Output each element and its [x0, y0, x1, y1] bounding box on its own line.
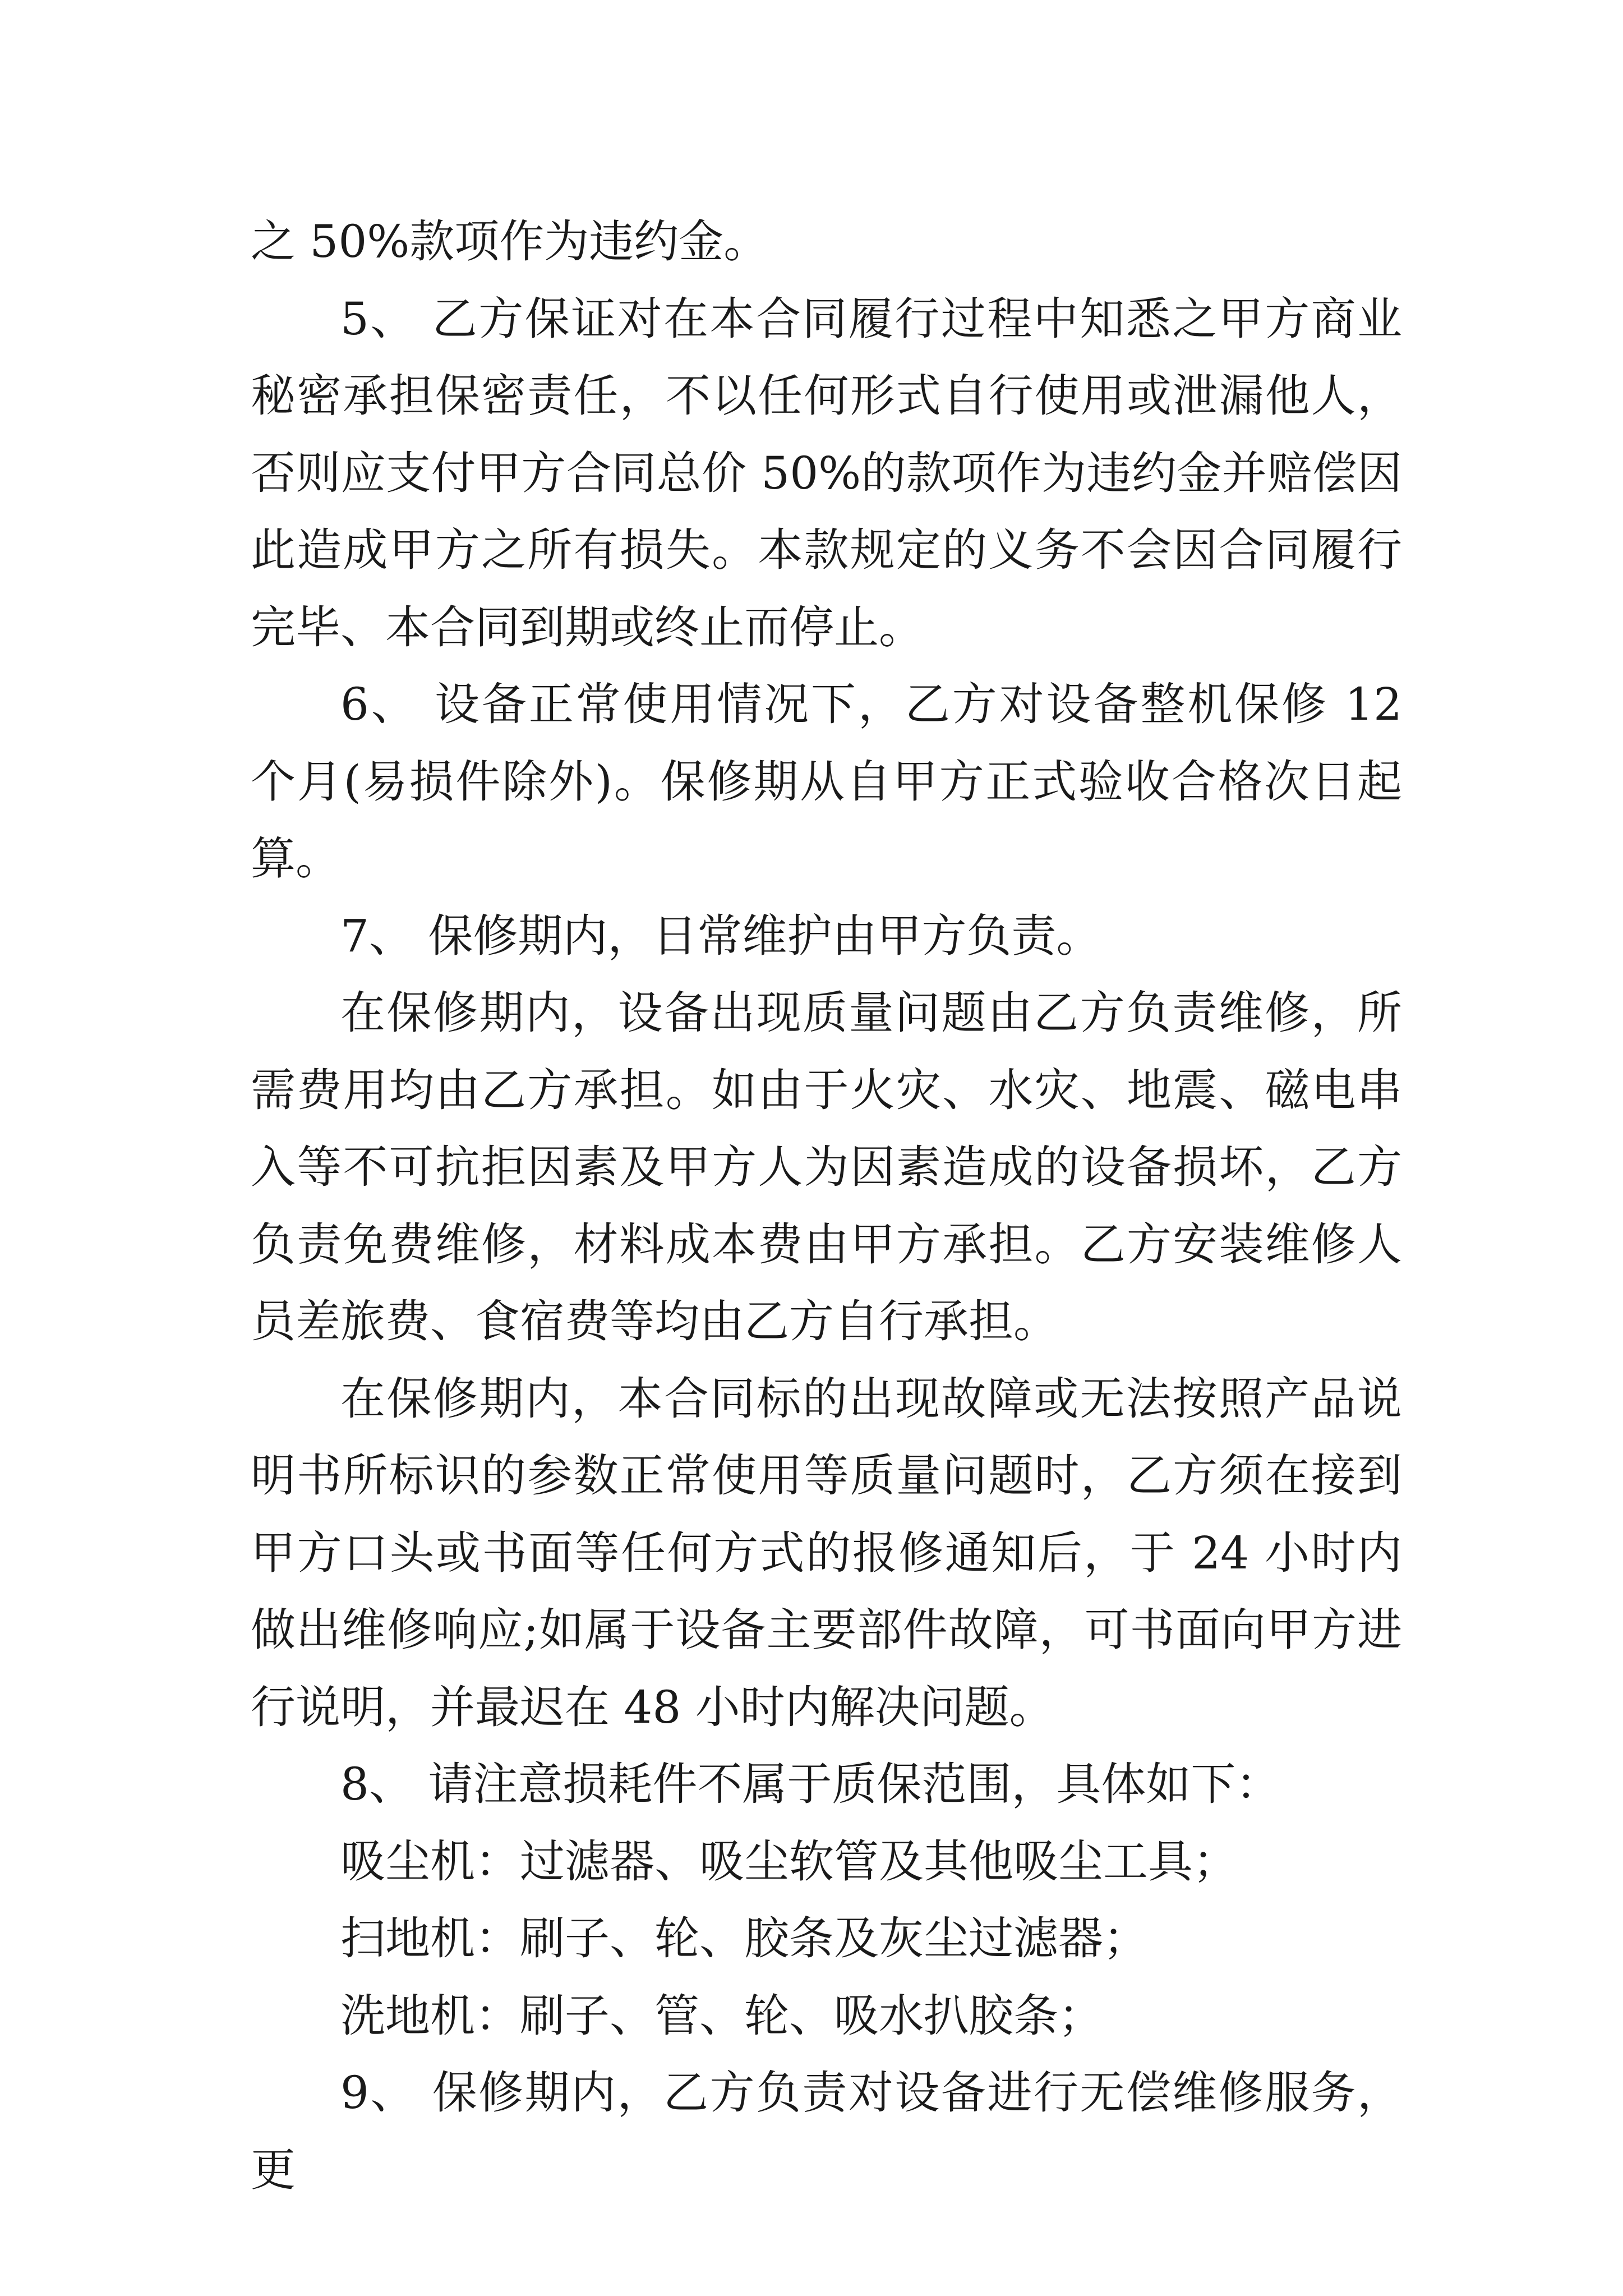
paragraph-warranty-repair: 在保修期内，设备出现质量问题由乙方负责维修，所需费用均由乙方承担。如由于火灾、水灾、地震、磁电串入等不可抗拒因素及甲方人为因素造成的设备损坏，乙方负责免费维修，材料成本费由甲方承担。乙方安装维修人员差旅费、食宿费等均由乙方自行承担。 [251, 987, 1402, 1347]
paragraph-clause-7: 7、 保修期内，日常维护由甲方负责。 [340, 909, 1101, 962]
list-item-scrubber: 洗地机：刷子、管、轮、吸水扒胶条； [340, 1989, 1103, 2042]
paragraph-clause-9: 9、 保修期内，乙方负责对设备进行无偿维修服务，更 [251, 2067, 1402, 2196]
list-item-vacuum: 吸尘机：过滤器、吸尘软管及其他吸尘工具； [340, 1835, 1238, 1888]
paragraph-clause-6: 6、 设备正常使用情况下，乙方对设备整机保修 12 个月(易损件除外)。保修期从自甲方正式验收合格次日起算。 [251, 678, 1402, 885]
paragraph-1: 之 50%款项作为违约金。 [251, 215, 769, 268]
body-text [251, 203, 1402, 2208]
paragraph-warranty-response: 在保修期内，本合同标的出现故障或无法按照产品说明书所标识的参数正常使用等质量问题时，乙方须在接到甲方口头或书面等任何方式的报修通知后，于 24 小时内做出维修响应;如属于设备主要部件故障，可书面向甲方进行说明，并最迟在 48 小时内解决问题。 [251, 1372, 1402, 1733]
paragraph-clause-5: 5、 乙方保证对在本合同履行过程中知悉之甲方商业秘密承担保密责任，不以任何形式自行使用或泄漏他人，否则应支付甲方合同总价 50%的款项作为违约金并赔偿因此造成甲方之所有损失。本款规定的义务不会因合同履行完毕、本合同到期或终止而停止。 [251, 292, 1402, 654]
list-item-sweeper: 扫地机：刷子、轮、胶条及灰尘过滤器； [340, 1912, 1148, 1964]
paragraph-clause-8: 8、 请注意损耗件不属于质保范围，具体如下： [340, 1758, 1281, 1810]
